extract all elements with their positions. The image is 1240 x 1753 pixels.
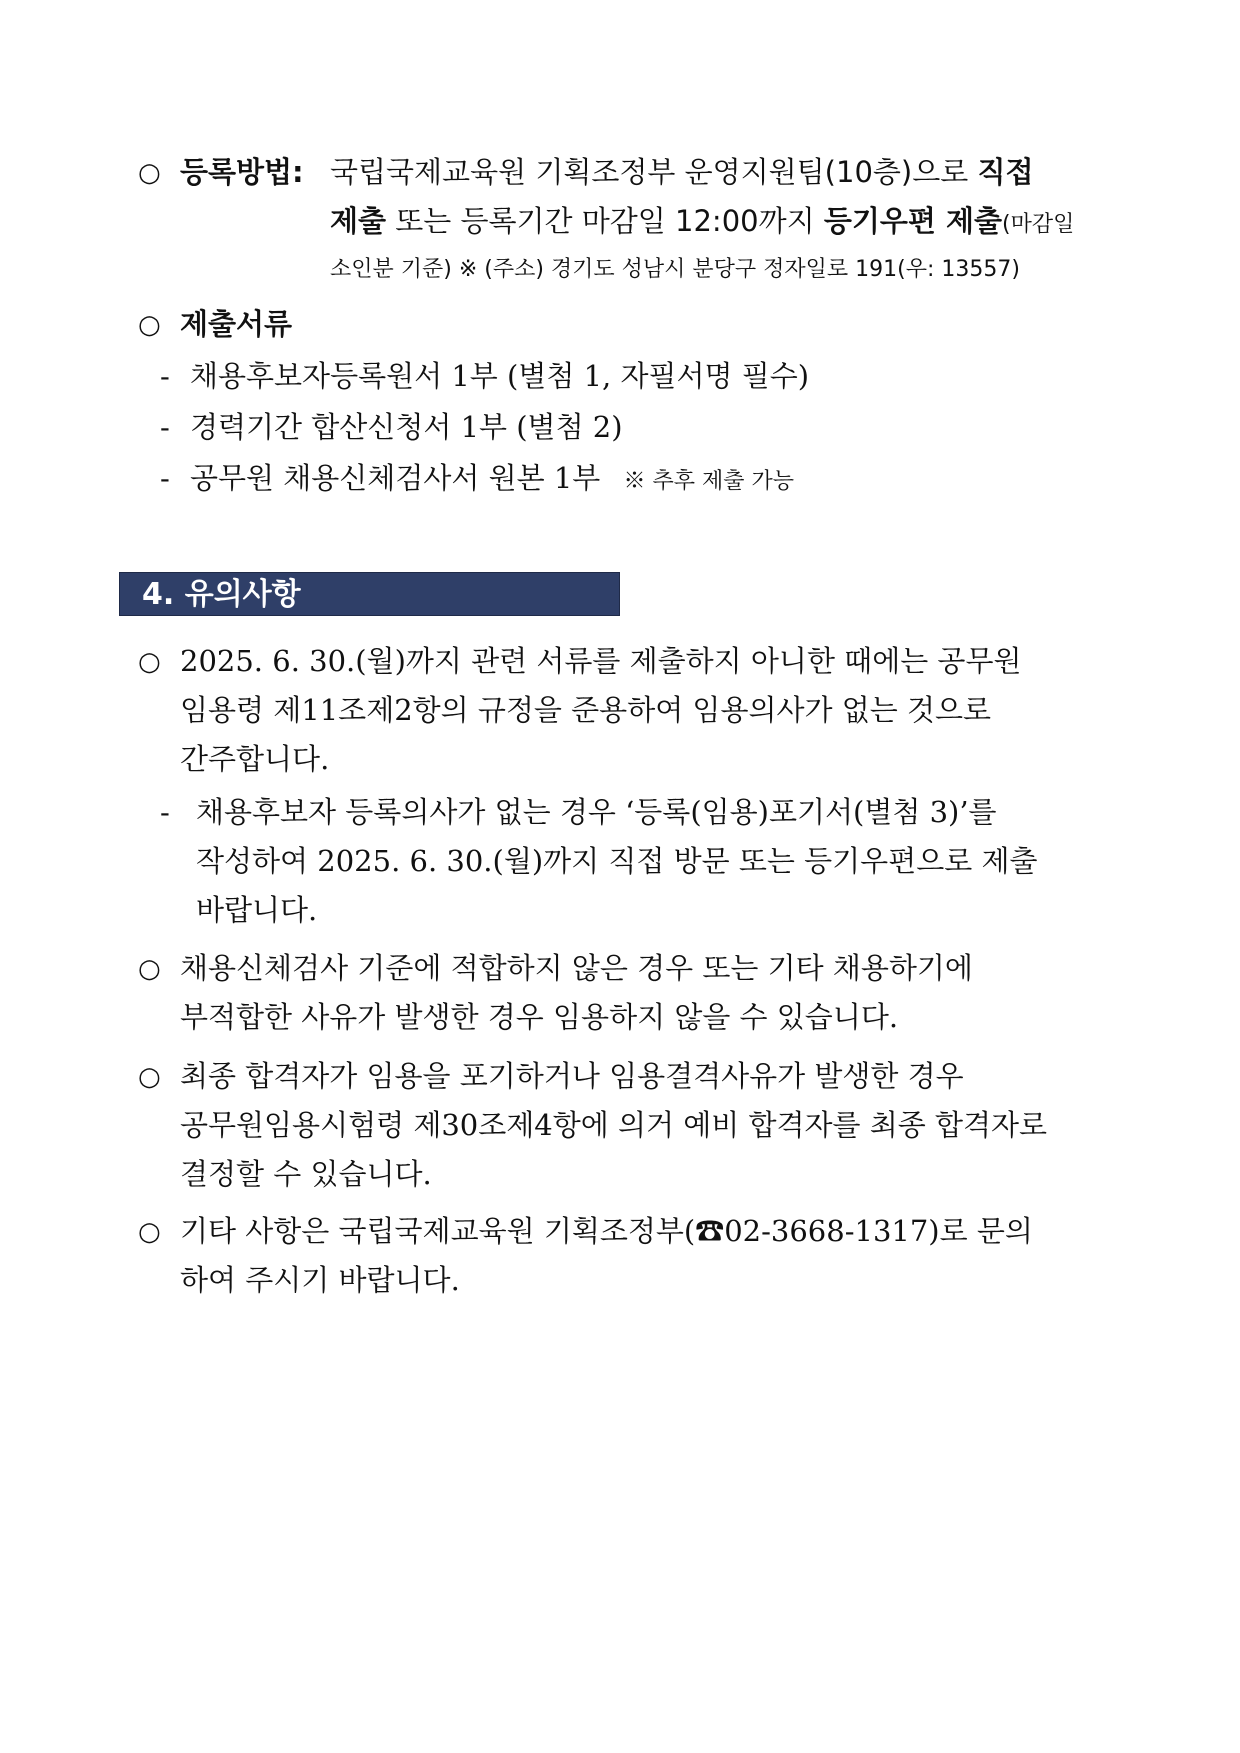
note-line: 최종 합격자가 임용을 포기하거나 임용결격사유가 발생한 경우 xyxy=(180,1059,964,1093)
note-sub-line: 바랍니다. xyxy=(196,893,318,927)
registration-label: 등록방법: xyxy=(180,155,304,189)
document-item: 채용후보자등록원서 1부 (별첨 1, 자필서명 필수) xyxy=(190,359,810,393)
note-line: 결정할 수 있습니다. xyxy=(180,1157,432,1191)
bullet-icon: ○ xyxy=(138,1217,161,1247)
note-line: 채용신체검사 기준에 적합하지 않은 경우 또는 기타 채용하기에 xyxy=(180,951,973,985)
note-line: 부적합한 사유가 발생한 경우 임용하지 않을 수 있습니다. xyxy=(180,1000,899,1034)
note-line: 임용령 제11조제2항의 규정을 준용하여 임용의사가 없는 것으로 xyxy=(180,693,992,727)
registration-line-1: 국립국제교육원 기획조정부 운영지원팀(10층)으로 직접 xyxy=(330,155,1034,189)
note-sub-line: 작성하여 2025. 6. 30.(월)까지 직접 방문 또는 등기우편으로 제출 xyxy=(196,844,1038,878)
note-line: 공무원임용시험령 제30조제4항에 의거 예비 합격자를 최종 합격자로 xyxy=(180,1108,1048,1142)
note-line: 2025. 6. 30.(월)까지 관련 서류를 제출하지 아니한 때에는 공무원 xyxy=(180,644,1022,678)
registration-line-2: 제출 또는 등록기간 마감일 12:00까지 등기우편 제출(마감일 xyxy=(330,204,1075,238)
dash-marker: - xyxy=(160,359,170,393)
note-line: 간주합니다. xyxy=(180,742,330,776)
dash-marker: - xyxy=(160,410,170,444)
note-sub-line: 채용후보자 등록의사가 없는 경우 ‘등록(임용)포기서(별첨 3)’를 xyxy=(196,795,997,829)
note-line: 하여 주시기 바랍니다. xyxy=(180,1263,460,1297)
section-title: 4. 유의사항 xyxy=(142,577,301,612)
document-item: 경력기간 합산신청서 1부 (별첨 2) xyxy=(190,410,623,444)
document-item: 공무원 채용신체검사서 원본 1부 ※ 추후 제출 가능 xyxy=(190,461,795,495)
dash-marker: - xyxy=(160,461,170,495)
note-line: 기타 사항은 국립국제교육원 기획조정부(☎02-3668-1317)로 문의 xyxy=(180,1214,1033,1248)
section-header xyxy=(119,572,620,616)
documents-title: 제출서류 xyxy=(180,307,293,341)
bullet-icon: ○ xyxy=(138,954,161,984)
bullet-icon: ○ xyxy=(138,1062,161,1092)
registration-line-3: 소인분 기준) ※ (주소) 경기도 성남시 분당구 정자일로 191(우: 13557) xyxy=(330,257,1020,282)
document-item-note: ※ 추후 제출 가능 xyxy=(623,469,795,494)
bullet-icon: ○ xyxy=(138,647,161,677)
bullet-icon: ○ xyxy=(138,158,161,188)
bullet-icon: ○ xyxy=(138,310,161,340)
dash-marker: - xyxy=(160,795,170,829)
